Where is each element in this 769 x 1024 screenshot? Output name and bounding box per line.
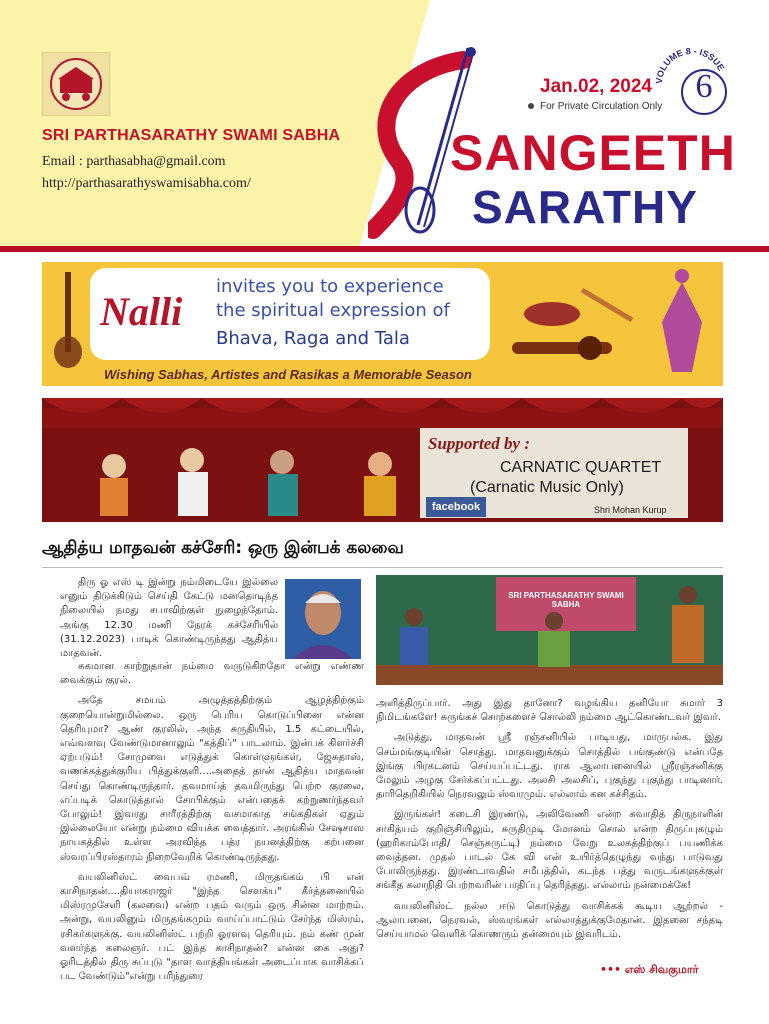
sabha-url[interactable]: http://parthasarathyswamisabha.com/	[42, 176, 251, 191]
supported-by-label: Supported by :	[428, 434, 530, 453]
article-paragraph: சுகமான காற்றுதான் நம்மை வருடுகிறதோ என்று எண்ண வைக்கும் குரல்.	[60, 661, 364, 687]
concert-photo	[376, 575, 723, 685]
article-paragraph: வயலினிஸ்ட் வைபவ் ரமணி, மிருதங்கம் பி என் காசிநாதன்....தியாகராஜர் "இந்த சௌக்ய" கீர்த்தனையில் மிஸ்ரமுசேளி (கலவை) என்ற பதம் வரும் ஒரு சின்ன மாற்றம். அன்று, வயலினும் மிருதங்கமும் வாய்ப்பாட்டும் சேர்ந்த மிஸ்ரம், ரசிகர்களுக்கு. வயலினிஸ்ட் பற்றி ஓரளவு தெரியும். நம் கண் முன் வளர்ந்த கலைஞர். பட் இந்த காசிநாதன்? என்ன கை அது? ஓரிடத்தில் திரு சுப்புடு "தாள வாத்தியங்கள் அடைப்பாக வாசிக்கப் பட வேண்டும்"என்று பரிந்துரை	[60, 871, 364, 983]
article-paragraph: இருங்கள்! கடைசி இரண்டு, அலிவேணி என்ற சுவாதித் திருநாளின் சாகித்யம் குறிஞ்சியிலும், சுருதிமுடி மோனம் சொல் என்ற திருப்புகழும் (ஹரிகாம்போதி/ செஞ்சுருட்டி) நம்மை வேறு உலகத்திற்குப் பயணிக்க வைத்தன. முதல் பாடல் கே வி என் உயிர்த்தெழுந்து வந்து பாடுவது போலிருந்தது. இரண்டாவதில் சமீபத்தில், கடந்த பத்து வருடங்களுக்குள் சங்கீத கலாநிதி பெற்றவரின் பாதிப்பு தெரிந்தது. எல்லாம் நன்மைக்கே!	[376, 809, 723, 892]
nalli-logo: Nalli	[100, 289, 183, 334]
article-paragraph: திரு ஓ எஸ் டி இன்று நம்மிடையே இல்லை எனும் திடுக்கிடும் செய்தி கேட்டு மனதொடிந்த நிலையில் நமது சபாவிற்குள் நுழைந்தோம். அங்கு 12.30 மணி நேரக் கச்சேரியில் (31.12.2023) பாடிக் கொண்டிருந்தது ஆதித்ய மாதவன்.	[60, 577, 278, 660]
sabha-logo	[42, 52, 110, 116]
article-column-intro	[60, 576, 278, 667]
article-paragraph: வயலினிஸ்ட் நல்ல ஈடு கொடுத்து வாசிக்கக் கூடிய ஆற்றல் - ஆலாபனை, நெரவல், ஸ்வரங்கள் எல்லாத்துக்குமேதான். இதனை சந்தடி செய்யாமல் வெளிக் கொணரும் தன்மையும் இவரிடம்.	[376, 900, 723, 941]
article-paragraph: அடுத்து, மாதவன் ஸ்ரீ ரஞ்சனியில் பாடியது, மாருபல்க. இது செம்மங்குடியின் சொத்து. மாதவனுக்கும் சொத்தில் பங்குண்டு என்பதே இங்கு பிரகடனம் செய்யப்பட்டது. ராக ஆலாபனையில் ஸ்ரீரஞ்சனிக்கு மேலும் அழகு சேர்க்கப்பட்டது. அலசி அலசிப், புகுந்து புகுந்து பாடினார். தாரிதெறிகியில் நெரவலும் ஸ்வரமும். எல்லாம் கன கச்சிதம்.	[376, 732, 723, 801]
issue-date: Jan.02, 2024	[540, 76, 652, 97]
private-circulation: For Private Circulation Only	[528, 101, 662, 112]
headline-rule	[42, 567, 723, 568]
nalli-text-line1: invites you to experience	[216, 276, 444, 297]
sponsor-subtitle: (Carnatic Music Only)	[470, 479, 624, 496]
sponsor-name: CARNATIC QUARTET	[500, 459, 662, 476]
nalli-text-line3: Bhava, Raga and Tala	[216, 328, 410, 349]
article-paragraph: அதே சமயம் அழுத்தத்திற்கும் ஆழத்திற்கும் குறையொன்றுமில்லை. ஒரு பெரிய கொடுப்பினை என்ன தெரியுமா? ஆண் குரலில், அந்த சுருதியில், 1.5 கட்டையில், எவ்வளவு வேண்டுமானாலும் "கத்திப்" பாடலாம். இன்பக் கிளர்ச்சி ஏற்படும்! சோமுவை எடுத்துக் கொள்ளுங்கள், ஜேசுதாஸ், வணக்கத்துக்குரிய பித்துக்குளி....அதைத் தான் ஆதித்ய மாதவன் செய்து கொண்டிருந்தார். தவமாய்த் தவமிருந்து பெற்ற குரலை, எப்படிக் கொடுத்தால் சோபிக்கும் என்பதைக் கற்றுணர்ந்தவர் போலும்! இவரது சாரீரத்திற்கு வசமாகாத சங்கதிகள் ஏதும் இல்லையோ என்று நம்மை வியக்க வைத்தார். அரங்கில் சேஷசாஸ நாயகத்தில் உள்ள அரவிந்த பத்ர நயனத்திற்கு கற்பனை ஸ்வரப்பிரஸ்தாரம் நிறைவேறிக் கொண்டிருந்தது.	[60, 695, 364, 863]
masthead-line1: SANGEETH	[450, 125, 736, 181]
issue-number: 6	[695, 68, 713, 105]
article-author: ••• எஸ் சிவகுமார்	[600, 963, 699, 976]
volume-issue-badge	[652, 44, 732, 118]
svg-text:VOLUME 8 - ISSUE: VOLUME 8 - ISSUE	[653, 45, 727, 85]
nalli-text-line2: the spiritual expression of	[216, 300, 450, 321]
sabha-email[interactable]: Email : parthasabha@gmail.com	[42, 154, 226, 169]
article-paragraph: அளித்திருப்பார். அது இது தானோ? வழங்கிய தனியோ சுமார் 3 நிமிடங்களே! சுருங்கச் சொற்களைச் சொல்லி நம்மை ஆட்கொண்டவர் இவர்.	[376, 698, 723, 724]
sponsor-person: Shri Mohan Kurup	[594, 505, 667, 515]
sabha-name: SRI PARTHASARATHY SWAMI SABHA	[42, 127, 341, 144]
masthead-line2: SARATHY	[472, 181, 698, 233]
nalli-wishes: Wishing Sabhas, Artistes and Rasikas a Memorable Season	[104, 367, 472, 382]
article-column-left	[60, 660, 364, 990]
photo-banner-text: SRI PARTHASARATHY SWAMI SABHA	[508, 591, 624, 609]
header-divider	[0, 246, 769, 252]
facebook-badge[interactable]: facebook	[426, 497, 486, 517]
article-headline: ஆதித்ய மாதவன் கச்சேரி: ஒரு இன்பக் கலவை	[42, 538, 404, 558]
singer-portrait	[285, 579, 361, 659]
article-column-right	[376, 697, 723, 948]
